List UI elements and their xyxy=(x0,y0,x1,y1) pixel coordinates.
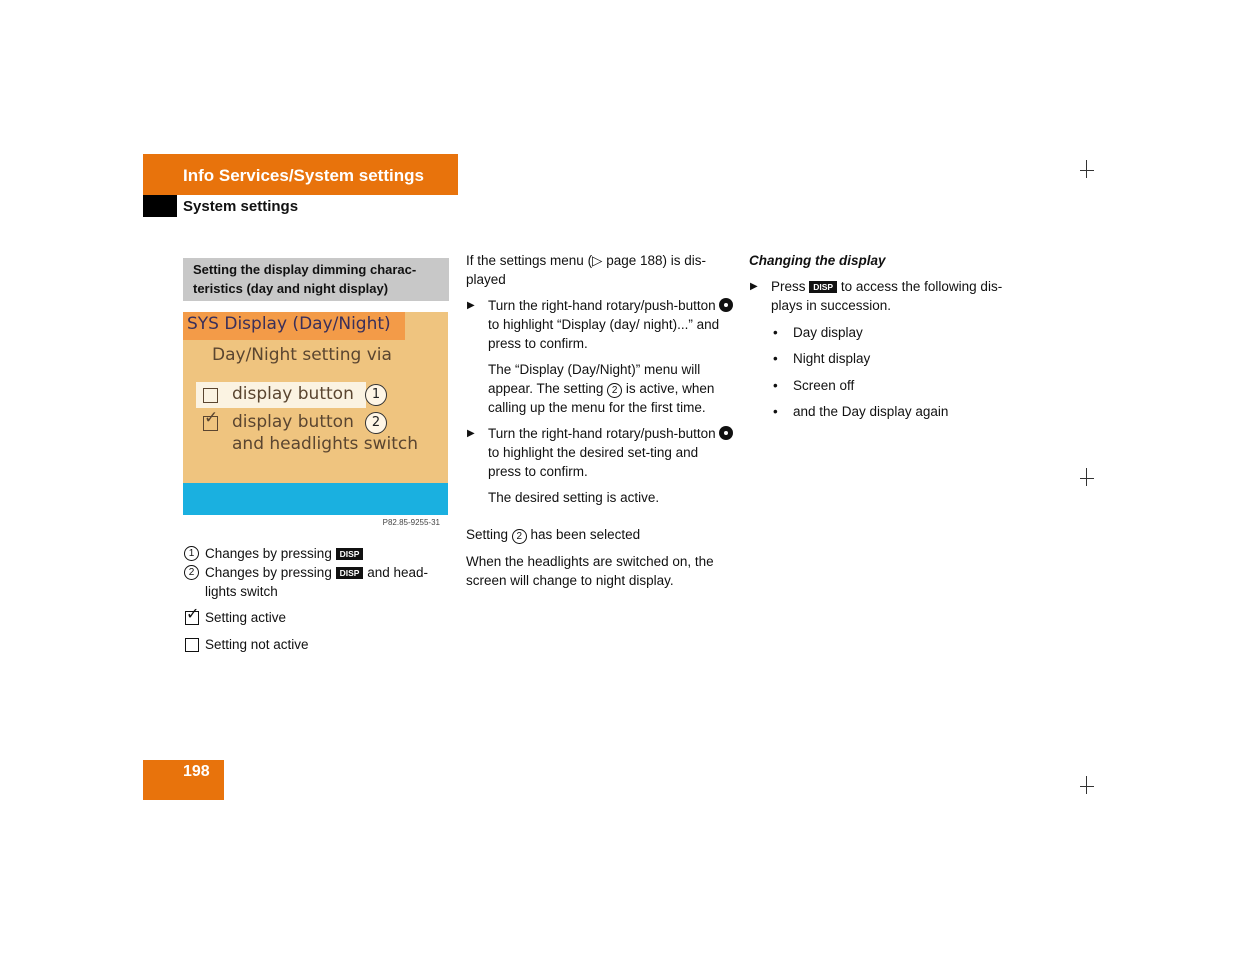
screen-marker-2: 2 xyxy=(365,412,387,434)
bullet-item: • and the Day display again xyxy=(773,404,949,419)
disp-key-icon: DISP xyxy=(336,567,364,579)
step-arrow-icon: ▶ xyxy=(467,300,475,311)
step-arrow-icon: ▶ xyxy=(750,281,758,292)
bullet-item: • Screen off xyxy=(773,378,855,393)
disp-key-icon: DISP xyxy=(809,281,837,293)
legend-inactive-text: Setting not active xyxy=(205,637,309,652)
subsection-title: System settings xyxy=(183,198,299,215)
screen-option-2: display button xyxy=(232,412,354,432)
crop-mark-icon xyxy=(1080,468,1094,486)
selected-text-a: Setting xyxy=(466,527,512,542)
legend-active-text: Setting active xyxy=(205,610,287,625)
checkbox-unchecked-icon xyxy=(185,638,199,652)
press-disp-step xyxy=(749,277,1024,315)
step-1-result xyxy=(466,360,734,417)
instructions-column xyxy=(466,251,734,590)
step-1-result-a: The “Display (Day/Night)” menu will appear. The setting xyxy=(488,362,701,396)
checkmark-icon: ✓ xyxy=(186,606,200,623)
step-2-text-a: Turn the right-hand rotary/push-button xyxy=(488,426,720,441)
bullet-text: Day display xyxy=(793,325,863,340)
bullet-text: Screen off xyxy=(793,378,855,393)
screen-status-bar xyxy=(183,483,448,515)
legend-item-2 xyxy=(183,563,449,601)
step-2 xyxy=(466,424,734,481)
figure-column xyxy=(183,258,449,654)
step-arrow-icon: ▶ xyxy=(467,428,475,439)
headlights-note: When the headlights are switched on, the screen will change to night display. xyxy=(466,554,714,588)
screen-option-2-cont: and headlights switch xyxy=(232,434,419,454)
legend-text-2b: and head-lights switch xyxy=(205,565,428,599)
step-1 xyxy=(466,296,734,353)
setting-number-2: 2 xyxy=(607,383,622,398)
changing-display-column xyxy=(749,251,1024,421)
legend-number-2: 2 xyxy=(184,565,199,580)
setting-number-2: 2 xyxy=(512,529,527,544)
selected-text-b: has been selected xyxy=(526,527,641,542)
step-2-result: The desired setting is active. xyxy=(488,490,660,505)
bullet-text: and the Day display again xyxy=(793,404,949,419)
legend-active xyxy=(183,608,449,627)
press-text-b: to access the following dis-plays in succession. xyxy=(771,279,1003,313)
screen-subtitle: Day/Night setting via xyxy=(212,345,392,365)
screen-checkbox-unchecked-icon xyxy=(203,388,218,403)
rotary-knob-icon xyxy=(719,298,733,312)
bullet-item: • Day display xyxy=(773,325,863,340)
legend-inactive xyxy=(183,635,449,654)
legend-number-1: 1 xyxy=(184,546,199,561)
section-title: Info Services/System settings xyxy=(183,166,424,185)
crop-mark-icon xyxy=(1080,776,1094,794)
display-screenshot xyxy=(183,312,448,515)
disp-key-icon: DISP xyxy=(336,548,364,560)
bullet-item: • Night display xyxy=(773,351,871,366)
press-text-a: Press xyxy=(771,279,810,294)
legend-text-1: Changes by pressing xyxy=(205,546,332,561)
page-number: 198 xyxy=(183,763,210,780)
step-1-result-b: is active, when calling up the menu for the first time. xyxy=(488,381,715,415)
selected-setting xyxy=(466,525,734,544)
crop-mark-icon xyxy=(1080,160,1094,178)
intro-text: If the settings menu (▷ page 188) is dis-played xyxy=(466,253,707,287)
screen-option-1: display button xyxy=(232,384,354,404)
subsection-marker xyxy=(143,195,177,217)
screen-marker-1: 1 xyxy=(365,384,387,406)
legend-text-2a: Changes by pressing xyxy=(205,565,332,580)
bullet-text: Night display xyxy=(793,351,871,366)
image-reference: P82.85-9255-31 xyxy=(382,518,440,527)
legend-item-1 xyxy=(183,544,449,563)
figure-caption: Setting the display dimming charac-teristics (day and night display) xyxy=(183,258,449,301)
changing-display-heading: Changing the display xyxy=(749,253,886,268)
screen-checkmark-icon: ✓ xyxy=(204,408,219,428)
step-1-text-b: to highlight “Display (day/ night)...” and press to confirm. xyxy=(488,317,720,351)
step-2-text-b: to highlight the desired set-ting and press to confirm. xyxy=(488,445,699,479)
rotary-knob-icon xyxy=(719,426,733,440)
step-1-text-a: Turn the right-hand rotary/push-button xyxy=(488,298,720,313)
screen-title: SYS Display (Day/Night) xyxy=(187,314,391,334)
